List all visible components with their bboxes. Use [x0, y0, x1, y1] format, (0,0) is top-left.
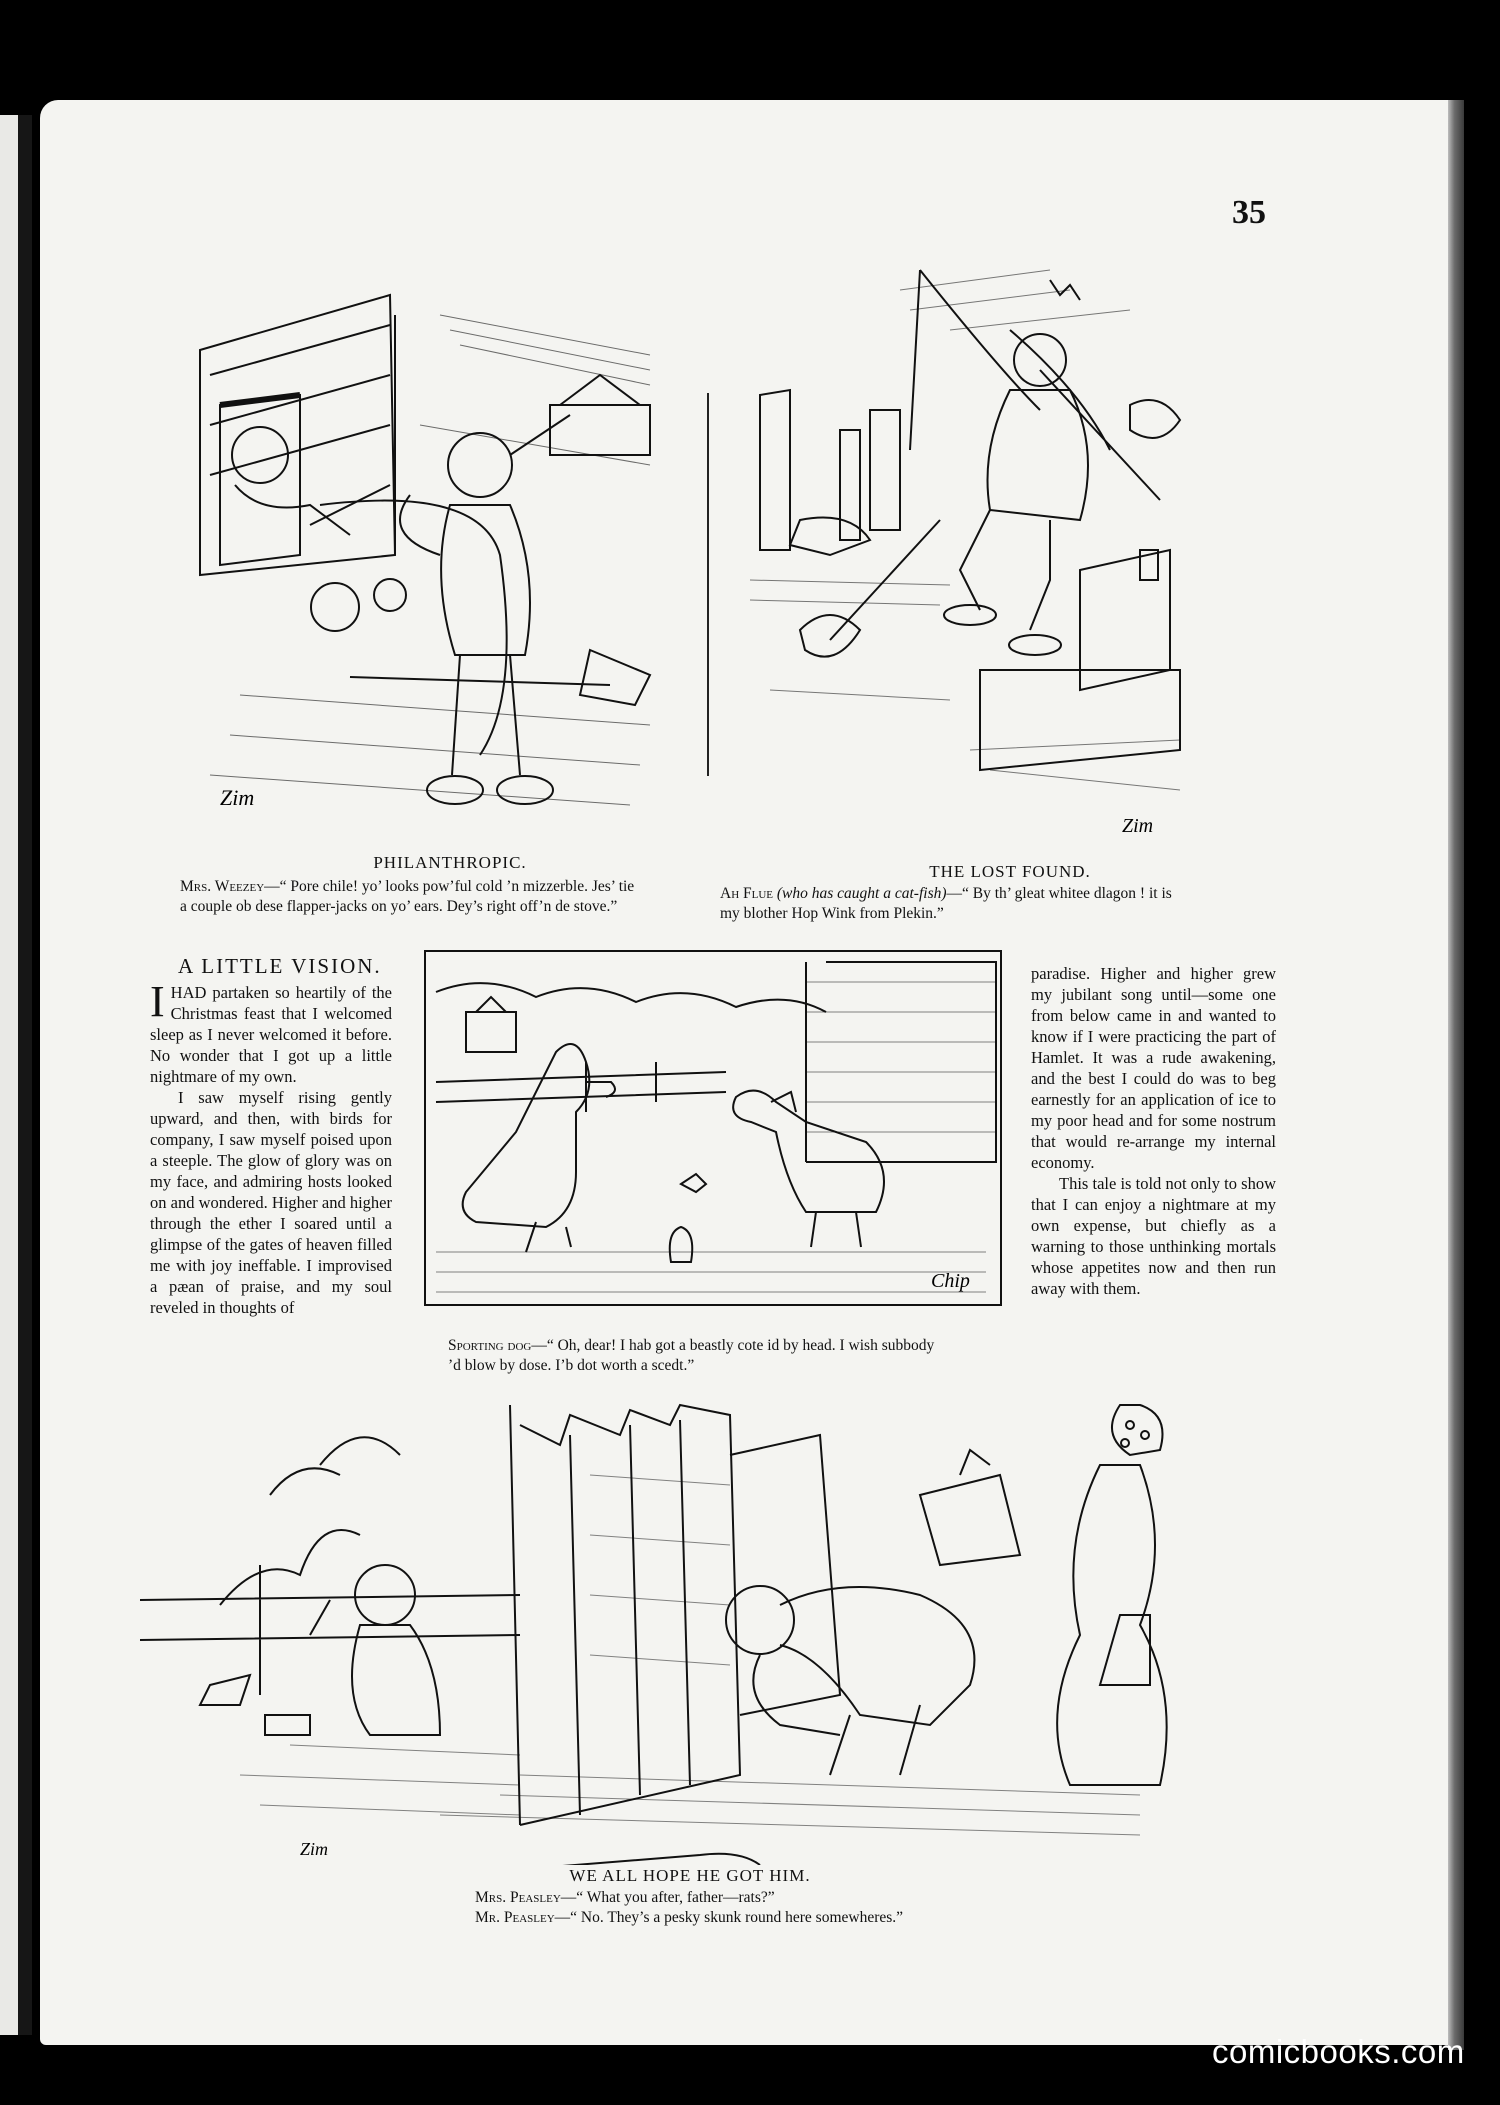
- article-title: A LITTLE VISION.: [178, 954, 382, 978]
- hope-line2: —“ No. They’s a pesky skunk round here somewheres.”: [554, 1909, 904, 1926]
- philanthropic-line1: —“ Pore chile! yo’ looks pow’ful cold ’n mizzerble. Jes’ tie: [264, 878, 635, 895]
- svg-text:Zim: Zim: [1122, 815, 1154, 837]
- philanthropic-illustration: [180, 255, 670, 835]
- book-gutter: [18, 115, 32, 2035]
- article-paragraph-2: I saw myself rising gently upward, and then, with birds for company, I saw myself poised upon a steeple. The glow of glory was on my face, and admiring hosts looked on and wondered. Higher and higher through the ether I soared until a glimpse of the gates of heaven filled me with joy ineffable. I improvised a pæan of praise, and my soul reveled in thoughts of: [150, 1088, 392, 1317]
- lost-found-line1: —“ By th’ gleat whitee dlagon ! it is: [946, 885, 1172, 902]
- philanthropic-title: PHILANTHROPIC.: [373, 853, 527, 872]
- hope-caption: [475, 1888, 1035, 1928]
- sporting-dog-caption: [448, 1336, 1028, 1376]
- article-column-right: [1031, 963, 1276, 1299]
- lost-found-caption: [720, 884, 1280, 924]
- lost-found-speaker: Ah Flue: [720, 885, 774, 902]
- hope-illustration: [140, 1395, 1290, 1865]
- hope-title: WE ALL HOPE HE GOT HIM.: [569, 1866, 811, 1885]
- sporting-dog-speaker: Sporting dog: [448, 1337, 532, 1354]
- article-paragraph-4: This tale is told not only to show that I can enjoy a nightmare at my own expense, but chiefly as a warning to those unthinking mortals whose appetites now and then run away with them.: [1031, 1174, 1276, 1298]
- article-dropcap: I: [150, 977, 165, 1026]
- lost-found-line2: my blother Hop Wink from Plekin.”: [720, 905, 944, 922]
- lost-found-title: THE LOST FOUND.: [929, 862, 1091, 881]
- hope-speaker-2: Mr. Peasley: [475, 1909, 555, 1926]
- column-rule: [707, 393, 709, 776]
- hope-speaker-1: Mrs. Peasley: [475, 1889, 561, 1906]
- scan-border: [0, 0, 1500, 100]
- sporting-dog-signature: Chip: [931, 1270, 970, 1292]
- source-watermark: comicbooks.com: [1212, 2033, 1465, 2070]
- sporting-dog-line1: —“ Oh, dear! I hab got a beastly cote id by head. I wish subbody: [531, 1337, 935, 1354]
- svg-text:Zim: Zim: [220, 785, 255, 810]
- philanthropic-line2: a couple ob dese flapper-jacks on yo’ ears. Dey’s right off’n de stove.”: [180, 898, 618, 915]
- lost-found-aside: (who has caught a cat-fish): [776, 885, 947, 902]
- philanthropic-speaker: Mrs. Weezey: [180, 878, 265, 895]
- lost-found-illustration: [750, 250, 1240, 840]
- philanthropic-caption: [180, 877, 700, 917]
- svg-text:Zim: Zim: [300, 1839, 329, 1859]
- article-paragraph-3: paradise. Higher and higher grew my jubilant song until—some one from below came in and wanted to know if I were practicing the part of Hamlet. It was a rude awakening, and the best I could do was to beg earnestly for an application of ice to my poor head and for some nostrum that would re-arrange my internal economy.: [1031, 964, 1276, 1172]
- sporting-dog-illustration: [424, 950, 1002, 1306]
- page-stack-edge: [1448, 100, 1464, 2050]
- page-number: 35: [1232, 194, 1266, 231]
- article-column-left: [150, 977, 392, 1318]
- hope-line1: —“ What you after, father—rats?”: [560, 1889, 775, 1906]
- article-paragraph-1: HAD partaken so heartily of the Christmas feast that I welcomed sleep as I never welcomed it before. No wonder that I got up a little nightmare of my own.: [150, 983, 392, 1086]
- sporting-dog-line2: ’d blow by dose. I’b dot worth a scedt.”: [448, 1357, 695, 1374]
